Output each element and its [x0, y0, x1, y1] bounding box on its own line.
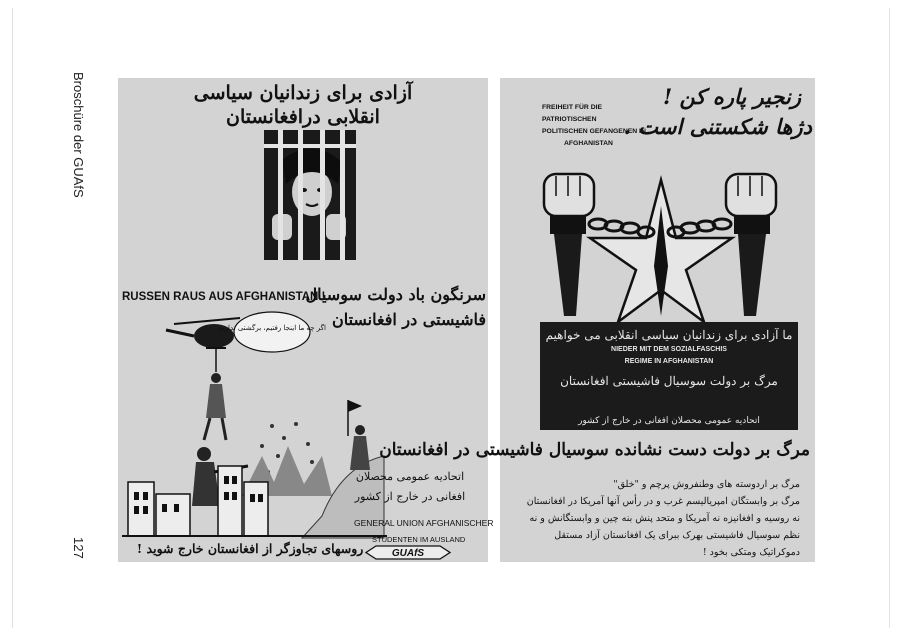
page-number: [68, 537, 88, 577]
german-header-line: FREIHEIT FÜR DIE: [542, 104, 603, 111]
body-line: نظم سوسیال فاشیستی بهرک ببرای یک افغانستان آزاد مستقل: [554, 530, 800, 541]
prisoner-behind-bars-illustration: [264, 130, 356, 260]
speech-bubble-text: اگر چه ما اینجا رفتیم، برگشتی نداریم: [218, 324, 326, 332]
panel-german-line1: NIEDER MIT DEM SOZIALFASCHIS: [611, 346, 727, 353]
panel-farsi-line1: ما آزادی برای زندانیان سیاسی انقلابی می خواهیم: [545, 328, 793, 342]
right-poster-dark-panel: [540, 322, 798, 430]
left-poster-slogan-farsi-line1: سرنگون باد دولت سوسیال: [305, 285, 486, 304]
left-poster-bottom-slogan: روسهای تجاوزگر از افغانستان خارج شوید !: [136, 541, 364, 556]
left-poster-slogan-latin: RUSSEN RAUS AUS AFGHANISTAN !: [122, 291, 326, 303]
page-number-text: 127: [71, 537, 86, 559]
helicopter-battle-illustration: [122, 306, 387, 538]
side-caption-text: Broschüre der GUAfS: [71, 72, 86, 198]
left-poster-slogan-farsi-line2: فاشیستی در افغانستان: [331, 310, 486, 329]
broken-chains-fists-illustration: [536, 166, 786, 326]
right-fist-icon: [726, 174, 776, 316]
left-poster: [118, 78, 494, 562]
left-poster-org-farsi-line1: اتحادیه عمومی محصلان: [355, 470, 465, 483]
guafs-logo: [364, 545, 452, 560]
panel-farsi-line3: اتحادیه عمومی محصلان افغانی در خارج از کشور: [578, 416, 760, 426]
german-header-line: AFGHANISTAN: [564, 140, 613, 147]
body-line: مرگ بر وابستگان امپریالیسم غرب و در رأس آنها آمریکا در افغانستان: [526, 496, 800, 507]
body-line: مرگ بر اردوسته های وطنفروش پرچم و "خلق": [613, 479, 800, 490]
right-poster-title-line1: زنجیر پاره کن !: [663, 84, 801, 109]
right-poster-headline: مرگ بر دولت دست نشانده سوسیال فاشیستی در افغانستان: [379, 440, 810, 460]
body-line: نه روسیه و افغانیزه نه آمریکا و متحد پنش بنه چین و وابستگانش و نه: [529, 513, 800, 524]
right-poster-title-line2: دژها شکستنی است .: [623, 114, 812, 139]
left-poster-org-farsi-line2: افغانی در خارج از کشور: [354, 490, 466, 503]
left-fist-icon: [544, 174, 594, 316]
german-header-line: PATRIOTISCHEN: [542, 116, 597, 123]
body-line: دموکراتیک ومتکی بخود !: [702, 547, 800, 558]
left-poster-org-german-line1: GENERAL UNION AFGHANISCHER: [354, 518, 494, 528]
side-caption: [68, 72, 88, 262]
panel-german-line2: REGIME IN AFGHANISTAN: [624, 358, 714, 365]
panel-farsi-line2: مرگ بر دولت سوسیال فاشیستی افغانستان: [560, 374, 778, 388]
german-header-line: POLITISCHEN GEFANGENEN IN: [542, 128, 646, 135]
left-poster-title-line2: انقلابی درافغانستان: [226, 106, 380, 128]
right-poster-body: [510, 476, 800, 561]
left-poster-org-german-line2: STUDENTEN IM AUSLAND: [372, 535, 466, 544]
guafs-logo-text: GUAfS: [391, 548, 425, 560]
left-poster-title-line1: آزادی برای زندانیان سیاسی: [193, 82, 413, 104]
